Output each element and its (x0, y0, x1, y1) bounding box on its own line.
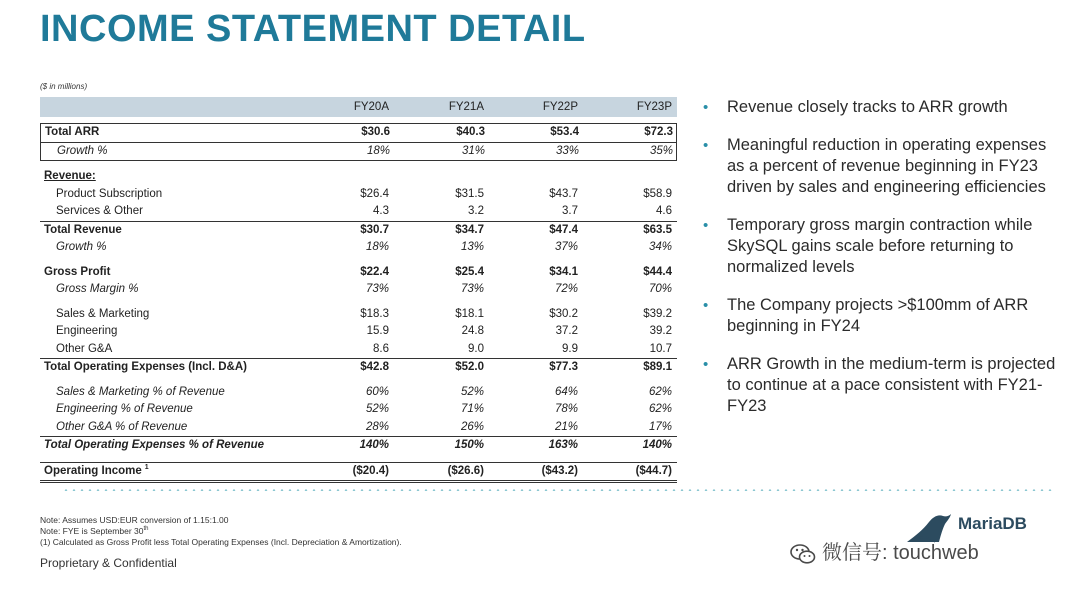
table-row (40, 186, 677, 204)
cell: ($26.6) (447, 464, 484, 477)
cell: $34.7 (455, 223, 484, 236)
section-label: Revenue: (44, 170, 96, 182)
table-row (40, 168, 677, 186)
cell: 35% (649, 144, 673, 157)
table-row (41, 124, 676, 142)
cell: $58.9 (643, 187, 672, 200)
cell: 37.2 (555, 325, 578, 337)
row-label: Product Subscription (56, 187, 163, 200)
cell: 4.3 (373, 205, 389, 217)
cell: 52% (365, 403, 389, 415)
cell: 73% (365, 283, 389, 295)
bullet-text: Revenue closely tracks to ARR growth (727, 98, 1008, 116)
cell: 71% (460, 403, 484, 415)
note-line (40, 526, 402, 537)
table-row (41, 142, 676, 161)
table-row (40, 401, 677, 419)
table-row (40, 239, 677, 257)
table-row (40, 341, 677, 360)
footnote-marker: 1 (144, 463, 149, 471)
cell: ($44.7) (635, 464, 672, 477)
bullet-item (703, 135, 1063, 198)
cell: 33% (555, 144, 579, 157)
cell: 9.0 (468, 342, 484, 355)
cell: 26% (460, 420, 484, 433)
row-label: Sales & Marketing % of Revenue (56, 385, 225, 398)
income-statement-table (40, 97, 677, 483)
wechat-icon (790, 543, 816, 565)
table-row (40, 359, 677, 377)
row-label: Other G&A % of Revenue (56, 420, 188, 433)
cell: ($20.4) (352, 464, 389, 477)
bullet-item (703, 354, 1063, 417)
cell: 24.8 (461, 325, 484, 337)
table-row (40, 384, 677, 402)
cell: 17% (648, 420, 672, 433)
row-label: Engineering % of Revenue (56, 403, 193, 415)
cell: 31% (461, 144, 485, 157)
table-row (40, 222, 677, 240)
units-note: ($ in millions) (40, 82, 88, 91)
table-header (40, 97, 677, 117)
cell: $30.6 (361, 126, 390, 138)
bullet-icon: • (703, 297, 709, 314)
note-superscript: th (143, 526, 149, 533)
cell: $25.4 (455, 265, 484, 278)
cell: $63.5 (643, 223, 672, 236)
cell: 150% (454, 439, 484, 451)
table-row (40, 203, 677, 222)
bullet-icon: • (703, 217, 709, 234)
cell: $72.3 (644, 126, 673, 138)
company-logo-text: MariaDB (958, 514, 1027, 533)
row-label: Total ARR (45, 126, 100, 138)
cell: 163% (548, 439, 578, 451)
cell: $22.4 (360, 265, 389, 278)
cell: $44.4 (643, 265, 672, 278)
bullet-icon: • (703, 356, 709, 373)
table-row (40, 323, 677, 341)
row-label: Other G&A (56, 342, 113, 355)
cell: 3.2 (468, 205, 484, 217)
watermark (790, 536, 979, 565)
col-header: FY22P (542, 101, 578, 113)
cell: 18% (365, 241, 389, 253)
cell: 10.7 (649, 342, 672, 355)
cell: $30.7 (360, 223, 389, 236)
bullet-item (703, 97, 1063, 118)
row-label: Gross Profit (44, 265, 111, 278)
table-row (40, 264, 677, 282)
cell: $39.2 (643, 307, 672, 320)
cell: $31.5 (455, 187, 484, 200)
cell: 62% (648, 385, 672, 398)
bullet-text: Temporary gross margin contraction while SkySQL gains scale before returning to normalized levels (727, 216, 1033, 276)
cell: $30.2 (549, 307, 578, 320)
cell: $89.1 (643, 361, 672, 373)
cell: 8.6 (373, 342, 389, 355)
cell: 78% (554, 403, 578, 415)
cell: 21% (554, 420, 578, 433)
row-label: Total Operating Expenses % of Revenue (44, 439, 265, 451)
operating-income-label: Operating Income (44, 464, 142, 477)
cell: 64% (554, 385, 578, 398)
cell: 140% (642, 439, 672, 451)
col-header: FY21A (448, 101, 484, 113)
cell: 73% (460, 283, 484, 295)
row-label: Engineering (56, 325, 118, 337)
cell: $34.1 (549, 265, 578, 278)
row-label: Sales & Marketing (56, 307, 150, 320)
cell: 52% (460, 385, 484, 398)
note-text: Note: FYE is September 30 (40, 526, 144, 536)
bullet-text: Meaningful reduction in operating expenses as a percent of revenue beginning in FY23 driven by sales and engineering efficiencies (727, 136, 1047, 196)
row-label: Growth % (56, 241, 107, 253)
col-header: FY23P (636, 101, 672, 113)
note-line: (1) Calculated as Gross Profit less Total Operating Expenses (Incl. Depreciation & Amortization). (40, 537, 402, 547)
cell: $47.4 (549, 223, 578, 236)
cell: $52.0 (455, 361, 484, 373)
cell: 140% (359, 439, 389, 451)
cell: 13% (460, 241, 484, 253)
watermark-text: 微信号: touchweb (822, 542, 979, 564)
bullet-item (703, 215, 1063, 278)
col-header: FY20A (353, 101, 389, 113)
bullet-item (703, 295, 1063, 337)
bullet-icon: • (703, 137, 709, 154)
cell: 70% (648, 283, 672, 295)
cell: 72% (554, 283, 578, 295)
cell: $26.4 (360, 187, 389, 200)
cell: 34% (648, 241, 672, 253)
table-row (40, 306, 677, 324)
cell: 3.7 (562, 205, 578, 217)
table-row (40, 462, 677, 484)
row-label: Total Revenue (44, 223, 122, 236)
row-label: Growth % (57, 144, 108, 157)
cell: $40.3 (456, 126, 485, 138)
cell: 4.6 (656, 205, 672, 217)
note-line: Note: Assumes USD:EUR conversion of 1.15:1.00 (40, 515, 229, 525)
table-row (40, 437, 677, 455)
row-label: Gross Margin % (56, 283, 139, 295)
arr-box (40, 123, 677, 161)
bullet-text: The Company projects >$100mm of ARR beginning in FY24 (727, 296, 1029, 335)
cell: $43.7 (549, 187, 578, 200)
cell: ($43.2) (541, 464, 578, 477)
bullet-list (703, 97, 1063, 434)
row-label: Total Operating Expenses (Incl. D&A) (44, 361, 247, 373)
dotted-divider (62, 489, 1052, 491)
cell: $53.4 (550, 126, 579, 138)
cell: 60% (365, 385, 389, 398)
cell: $18.1 (455, 307, 484, 320)
row-label: Services & Other (56, 205, 143, 217)
cell: $77.3 (549, 361, 578, 373)
cell: $42.8 (360, 361, 389, 373)
cell: 15.9 (366, 325, 389, 337)
cell: 9.9 (562, 342, 578, 355)
cell: 28% (365, 420, 389, 433)
cell: 62% (648, 403, 672, 415)
cell: $18.3 (360, 307, 389, 320)
row-label (44, 463, 149, 481)
table-row (40, 281, 677, 299)
bullet-icon: • (703, 99, 709, 116)
footnotes (40, 515, 402, 548)
bullet-text: ARR Growth in the medium-term is projected to continue at a pace consistent with FY21-FY23 (727, 355, 1056, 415)
cell: 18% (366, 144, 390, 157)
table-row (40, 419, 677, 438)
cell: 39.2 (649, 325, 672, 337)
page-title: INCOME STATEMENT DETAIL (40, 8, 586, 50)
cell: 37% (554, 241, 578, 253)
confidential-label: Proprietary & Confidential (40, 556, 177, 570)
